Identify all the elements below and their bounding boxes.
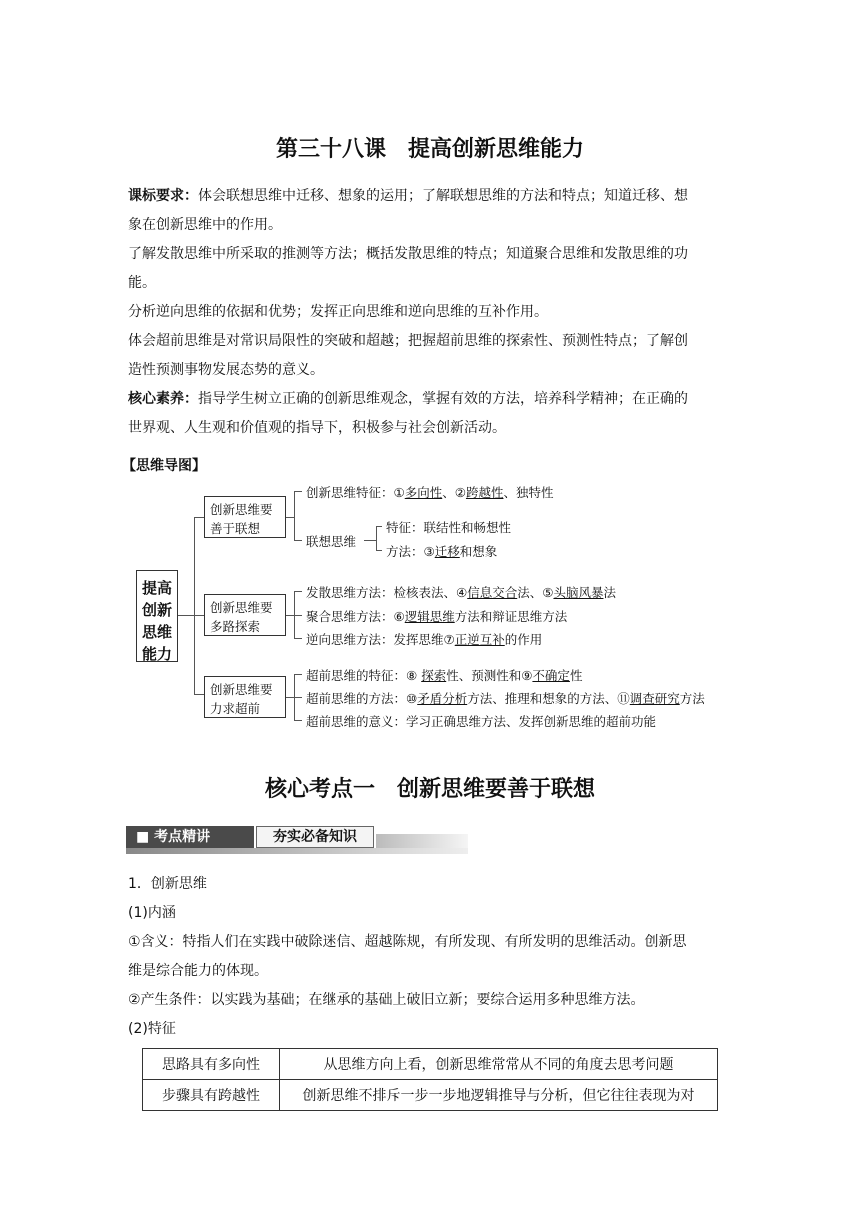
branch-box-advanced: 创新思维要 力求超前 bbox=[204, 676, 286, 718]
table-cell-name: 步骤具有跨越性 bbox=[143, 1080, 280, 1111]
leaf-association-method: 方法：③迁移和想象 bbox=[386, 544, 498, 559]
literacy-line-2: 世界观、人生观和价值观的指导下，积极参与社会创新活动。 bbox=[128, 420, 506, 436]
banner-label-knowledge: 夯实必备知识 bbox=[256, 826, 374, 848]
table-row bbox=[143, 1080, 718, 1111]
requirements-line-5: 分析逆向思维的依据和优势；发挥正向思维和逆向思维的互补作用。 bbox=[128, 304, 548, 320]
heading-features: (2)特征 bbox=[128, 1021, 176, 1037]
section-title: 核心考点一 创新思维要善于联想 bbox=[264, 777, 595, 802]
requirements-line-7: 造性预测事物发展态势的意义。 bbox=[128, 362, 324, 378]
body-block bbox=[128, 870, 734, 1044]
leaf-advanced-method: 超前思维的方法：⑩矛盾分析方法、推理和想象的方法、⑪调查研究方法 bbox=[306, 691, 705, 706]
table-cell-desc: 创新思维不排斥一步一步地逻辑推导与分析，但它往往表现为对 bbox=[280, 1080, 718, 1111]
requirements-line-3: 了解发散思维中所采取的推测等方法；概括发散思维的特点；知道聚合思维和发散思维的功 bbox=[128, 246, 688, 262]
leaf-divergent-method: 发散思维方法：检核表法、④信息交合法、⑤头脑风暴法 bbox=[306, 585, 616, 600]
table-row bbox=[143, 1049, 718, 1080]
requirements-line-2: 象在创新思维中的作用。 bbox=[128, 217, 282, 233]
banner-label-key-points: ■ 考点精讲 bbox=[126, 826, 254, 848]
literacy-label: 核心素养： bbox=[128, 391, 198, 407]
definition-line-1: ①含义：特指人们在实践中破除迷信、超越陈规，有所发现、有所发明的思维活动。创新思 bbox=[128, 934, 687, 950]
mindmap-label: 【思维导图】 bbox=[122, 458, 206, 474]
leaf-association-thinking: 联想思维 bbox=[306, 534, 357, 549]
features-table bbox=[142, 1048, 718, 1111]
leaf-reverse-method: 逆向思维方法：发挥思维⑦正逆互补的作用 bbox=[306, 632, 543, 647]
leaf-association-feature: 特征：联结性和畅想性 bbox=[386, 520, 512, 535]
leaf-advanced-feature: 超前思维的特征：⑧ 探索性、预测性和⑨不确定性 bbox=[306, 668, 583, 683]
literacy-line-1: 核心素养：指导学生树立正确的创新思维观念，掌握有效的方法，培养科学精神；在正确的 bbox=[128, 391, 688, 407]
requirements-line-6: 体会超前思维是对常识局限性的突破和超越；把握超前思维的探索性、预测性特点；了解创 bbox=[128, 333, 688, 349]
definition-line-2: 维是综合能力的体现。 bbox=[128, 963, 268, 979]
requirements-block bbox=[128, 182, 734, 443]
requirements-label: 课标要求： bbox=[128, 188, 198, 204]
condition-line: ②产生条件：以实践为基础；在继承的基础上破旧立新；要综合运用多种思维方法。 bbox=[128, 992, 645, 1008]
requirements-line-1: 课标要求：体会联想思维中迁移、想象的运用；了解联想思维的方法和特点；知道迁移、想 bbox=[128, 188, 688, 204]
requirements-line-4: 能。 bbox=[128, 275, 156, 291]
lesson-title: 第三十八课 提高创新思维能力 bbox=[275, 137, 584, 162]
section-banner bbox=[126, 826, 468, 854]
mindmap-root: 提高 创新 思维 能力 bbox=[136, 570, 178, 662]
branch-box-association: 创新思维要 善于联想 bbox=[204, 496, 286, 538]
leaf-innovation-feature: 创新思维特征：①多向性、②跨越性、独特性 bbox=[306, 485, 554, 500]
heading-connotation: (1)内涵 bbox=[128, 905, 176, 921]
leaf-advanced-meaning: 超前思维的意义：学习正确思维方法、发挥创新思维的超前功能 bbox=[306, 714, 657, 729]
leaf-convergent-method: 聚合思维方法：⑥逻辑思维方法和辩证思维方法 bbox=[306, 609, 568, 624]
branch-box-divergent: 创新思维要 多路探索 bbox=[204, 594, 286, 636]
table-cell-desc: 从思维方向上看，创新思维常常从不同的角度去思考问题 bbox=[280, 1049, 718, 1080]
table-cell-name: 思路具有多向性 bbox=[143, 1049, 280, 1080]
heading-innovation: 1．创新思维 bbox=[128, 876, 207, 892]
